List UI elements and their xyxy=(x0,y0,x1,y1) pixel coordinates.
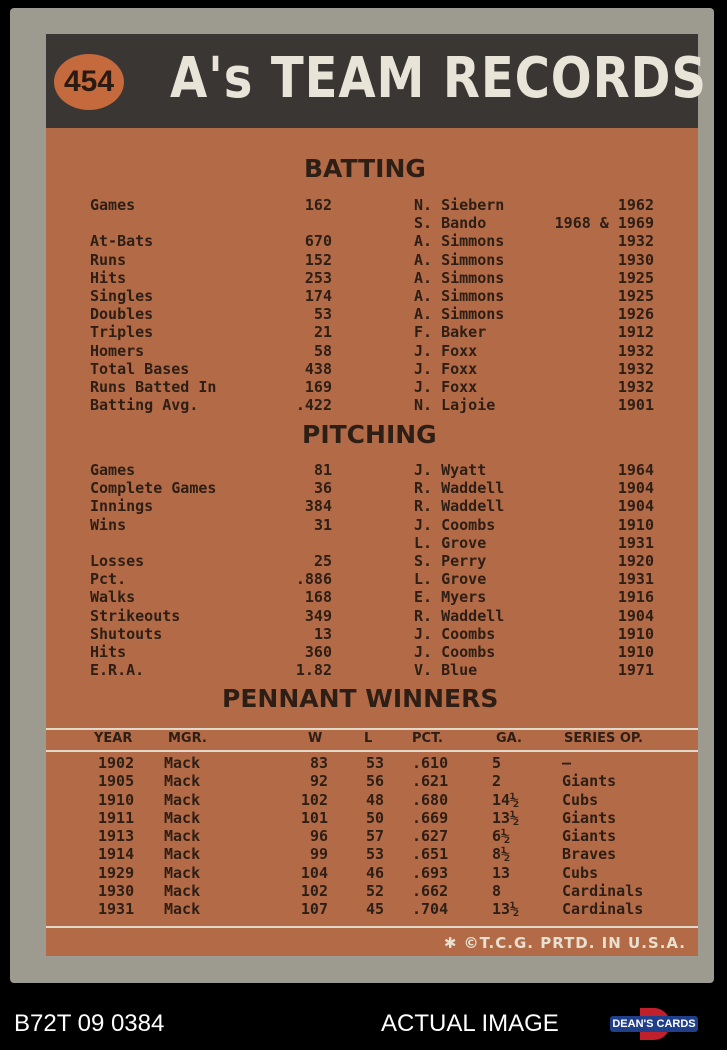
pennant-row xyxy=(46,754,698,772)
col-mgr: MGR. xyxy=(168,731,207,746)
pennant-games-ahead: 13 xyxy=(492,863,511,882)
col-ga: GA. xyxy=(496,731,522,746)
pitching-category: Walks xyxy=(90,588,136,607)
pitching-category: Innings xyxy=(90,497,154,516)
pennant-series-opponent: Giants xyxy=(562,827,617,846)
batting-value: .422 xyxy=(295,396,332,415)
pitching-year: 1910 xyxy=(617,515,654,534)
pitching-year: 1916 xyxy=(617,588,654,607)
pennant-pct: .610 xyxy=(412,754,449,772)
batting-category: Total Bases xyxy=(90,359,190,378)
batting-record-row xyxy=(46,214,698,232)
pennant-year: 1902 xyxy=(98,754,135,772)
batting-holder: A. Simmons xyxy=(414,250,505,269)
pitching-year: 1910 xyxy=(617,624,654,643)
pennant-wins: 92 xyxy=(309,772,328,791)
pennant-games-ahead: 8 xyxy=(492,882,502,901)
pitching-holder: J. Coombs xyxy=(414,515,496,534)
pennant-year: 1931 xyxy=(98,900,135,919)
pitching-category: Pct. xyxy=(90,570,127,589)
pitching-holder: E. Myers xyxy=(414,588,487,607)
col-l: L xyxy=(364,731,373,746)
batting-value: 21 xyxy=(313,323,332,342)
card-header xyxy=(46,34,707,128)
pitching-year: 1920 xyxy=(617,551,654,570)
pitching-record-row xyxy=(46,661,698,679)
pitching-holder: V. Blue xyxy=(414,661,478,680)
pennant-manager: Mack xyxy=(164,900,201,919)
pennant-heading: PENNANT WINNERS xyxy=(222,684,499,713)
pennant-row xyxy=(46,900,698,918)
pennant-row xyxy=(46,809,698,827)
batting-value: 53 xyxy=(313,305,332,324)
pitching-value: 13 xyxy=(313,624,332,643)
card-number-badge: 454 xyxy=(54,54,124,110)
pennant-pct: .662 xyxy=(412,882,449,901)
pitching-category: Hits xyxy=(90,642,127,661)
pitching-holder: L. Grove xyxy=(414,570,487,589)
batting-value: 174 xyxy=(304,286,332,305)
pennant-games-ahead: 2 xyxy=(492,772,502,791)
batting-value: 162 xyxy=(304,196,332,214)
batting-category: Triples xyxy=(90,323,154,342)
pitching-record-row xyxy=(46,625,698,643)
pennant-series-opponent: Cardinals xyxy=(562,882,644,901)
pitching-category: Losses xyxy=(90,551,145,570)
card-title: A's TEAM RECORDS xyxy=(170,46,707,111)
footer-divider xyxy=(46,926,698,928)
batting-holder: A. Simmons xyxy=(414,232,505,251)
pennant-losses: 53 xyxy=(365,754,384,772)
pitching-year: 1971 xyxy=(617,661,654,680)
pitching-record-row xyxy=(46,643,698,661)
batting-year: 1912 xyxy=(617,323,654,342)
pitching-year: 1904 xyxy=(617,497,654,516)
batting-year: 1925 xyxy=(617,268,654,287)
pitching-record-row xyxy=(46,570,698,588)
pennant-pct: .651 xyxy=(412,845,449,864)
pennant-series-opponent: Cardinals xyxy=(562,900,644,919)
pitching-category: Shutouts xyxy=(90,624,163,643)
pennant-year: 1930 xyxy=(98,882,135,901)
pitching-year: 1910 xyxy=(617,642,654,661)
batting-record-row xyxy=(46,323,698,341)
pennant-series-opponent: Cubs xyxy=(562,863,599,882)
pennant-wins: 101 xyxy=(300,808,328,827)
batting-records xyxy=(46,196,698,414)
logo-text: DEAN'S CARDS xyxy=(612,1018,696,1030)
batting-category: Hits xyxy=(90,268,127,287)
batting-year: 1932 xyxy=(617,232,654,251)
batting-holder: S. Bando xyxy=(414,214,487,233)
col-w: W xyxy=(308,731,323,746)
pennant-games-ahead: 14½ xyxy=(492,790,520,809)
batting-category: Singles xyxy=(90,286,154,305)
pitching-holder: R. Waddell xyxy=(414,497,505,516)
pennant-pct: .627 xyxy=(412,827,449,846)
pitching-value: 360 xyxy=(304,642,332,661)
batting-heading: BATTING xyxy=(304,154,426,183)
pitching-year: 1964 xyxy=(617,461,654,479)
batting-record-row xyxy=(46,342,698,360)
batting-holder: F. Baker xyxy=(414,323,487,342)
pitching-record-row xyxy=(46,552,698,570)
pitching-category: Complete Games xyxy=(90,479,217,498)
pennant-row xyxy=(46,791,698,809)
pitching-category: E.R.A. xyxy=(90,661,145,680)
pennant-series-opponent: Braves xyxy=(562,845,617,864)
pennant-wins: 83 xyxy=(309,754,328,772)
pitching-value: 31 xyxy=(313,515,332,534)
batting-category: Runs xyxy=(90,250,127,269)
batting-record-row xyxy=(46,305,698,323)
batting-year: 1962 xyxy=(617,196,654,214)
pitching-value: 168 xyxy=(304,588,332,607)
batting-record-row xyxy=(46,196,698,214)
pennant-losses: 57 xyxy=(365,827,384,846)
pennant-wins: 99 xyxy=(309,845,328,864)
batting-year: 1968 & 1969 xyxy=(554,214,654,233)
pitching-value: 349 xyxy=(304,606,332,625)
pennant-manager: Mack xyxy=(164,790,201,809)
pennant-wins: 96 xyxy=(309,827,328,846)
batting-holder: A. Simmons xyxy=(414,268,505,287)
batting-holder: J. Foxx xyxy=(414,377,478,396)
pennant-losses: 52 xyxy=(365,882,384,901)
pennant-wins: 104 xyxy=(300,863,328,882)
pitching-heading: PITCHING xyxy=(302,420,437,449)
batting-holder: A. Simmons xyxy=(414,286,505,305)
pennant-pct: .680 xyxy=(412,790,449,809)
pennant-year: 1914 xyxy=(98,845,135,864)
batting-record-row xyxy=(46,360,698,378)
pennant-wins: 107 xyxy=(300,900,328,919)
pitching-value: 384 xyxy=(304,497,332,516)
pennant-table-body xyxy=(46,754,698,919)
pitching-year: 1904 xyxy=(617,606,654,625)
pitching-value: .886 xyxy=(295,570,332,589)
pennant-losses: 50 xyxy=(365,808,384,827)
pitching-category: Games xyxy=(90,461,136,479)
pennant-wins: 102 xyxy=(300,882,328,901)
batting-category: Homers xyxy=(90,341,145,360)
pitching-record-row xyxy=(46,607,698,625)
pitching-holder: L. Grove xyxy=(414,533,487,552)
pennant-row xyxy=(46,772,698,790)
batting-category: Batting Avg. xyxy=(90,396,199,415)
pennant-pct: .704 xyxy=(412,900,449,919)
batting-value: 169 xyxy=(304,377,332,396)
pennant-losses: 56 xyxy=(365,772,384,791)
batting-value: 438 xyxy=(304,359,332,378)
batting-value: 58 xyxy=(313,341,332,360)
pitching-records xyxy=(46,461,698,679)
pitching-category: Strikeouts xyxy=(90,606,181,625)
pennant-games-ahead: 5 xyxy=(492,754,502,772)
pitching-holder: R. Waddell xyxy=(414,606,505,625)
pitching-record-row xyxy=(46,497,698,515)
pennant-series-opponent: — xyxy=(562,754,572,772)
pitching-record-row xyxy=(46,588,698,606)
pitching-holder: J. Wyatt xyxy=(414,461,487,479)
pennant-losses: 46 xyxy=(365,863,384,882)
pennant-manager: Mack xyxy=(164,827,201,846)
pitching-year: 1931 xyxy=(617,570,654,589)
pennant-games-ahead: 13½ xyxy=(492,900,520,919)
pennant-year: 1911 xyxy=(98,808,135,827)
pitching-holder: S. Perry xyxy=(414,551,487,570)
actual-image-label: ACTUAL IMAGE xyxy=(381,1010,559,1037)
pennant-games-ahead: 13½ xyxy=(492,808,520,827)
pitching-record-row xyxy=(46,516,698,534)
pennant-losses: 48 xyxy=(365,790,384,809)
pitching-record-row xyxy=(46,461,698,479)
pitching-holder: J. Coombs xyxy=(414,624,496,643)
pennant-row xyxy=(46,882,698,900)
copyright-text: ✱ ©T.C.G. PRTD. IN U.S.A. xyxy=(443,934,686,952)
pennant-row xyxy=(46,864,698,882)
batting-holder: J. Foxx xyxy=(414,341,478,360)
batting-record-row xyxy=(46,232,698,250)
pennant-manager: Mack xyxy=(164,863,201,882)
batting-record-row xyxy=(46,269,698,287)
pennant-games-ahead: 8½ xyxy=(492,845,511,864)
pennant-row xyxy=(46,827,698,845)
pitching-record-row xyxy=(46,479,698,497)
pennant-games-ahead: 6½ xyxy=(492,827,511,846)
batting-value: 152 xyxy=(304,250,332,269)
pitching-year: 1904 xyxy=(617,479,654,498)
col-series: SERIES OP. xyxy=(564,731,643,746)
pitching-category: Wins xyxy=(90,515,127,534)
batting-value: 253 xyxy=(304,268,332,287)
pennant-table-header xyxy=(46,728,698,752)
pennant-losses: 45 xyxy=(365,900,384,919)
pennant-losses: 53 xyxy=(365,845,384,864)
col-pct: PCT. xyxy=(412,731,443,746)
pitching-year: 1931 xyxy=(617,533,654,552)
batting-holder: J. Foxx xyxy=(414,359,478,378)
batting-category: At-Bats xyxy=(90,232,154,251)
pennant-manager: Mack xyxy=(164,754,201,772)
pennant-row xyxy=(46,845,698,863)
pennant-manager: Mack xyxy=(164,882,201,901)
pitching-value: 1.82 xyxy=(295,661,332,680)
batting-holder: A. Simmons xyxy=(414,305,505,324)
batting-holder: N. Lajoie xyxy=(414,396,496,415)
pennant-year: 1929 xyxy=(98,863,135,882)
batting-year: 1932 xyxy=(617,359,654,378)
pennant-manager: Mack xyxy=(164,808,201,827)
batting-record-row xyxy=(46,251,698,269)
batting-record-row xyxy=(46,287,698,305)
pennant-year: 1910 xyxy=(98,790,135,809)
pennant-manager: Mack xyxy=(164,772,201,791)
trading-card-back xyxy=(10,8,714,983)
batting-holder: N. Siebern xyxy=(414,196,505,214)
batting-year: 1901 xyxy=(617,396,654,415)
batting-category: Games xyxy=(90,196,136,214)
pitching-value: 81 xyxy=(313,461,332,479)
batting-category: Doubles xyxy=(90,305,154,324)
pennant-pct: .669 xyxy=(412,808,449,827)
batting-year: 1925 xyxy=(617,286,654,305)
pitching-value: 36 xyxy=(313,479,332,498)
pennant-manager: Mack xyxy=(164,845,201,864)
batting-value: 670 xyxy=(304,232,332,251)
pitching-holder: R. Waddell xyxy=(414,479,505,498)
pitching-holder: J. Coombs xyxy=(414,642,496,661)
pennant-pct: .621 xyxy=(412,772,449,791)
card-panel xyxy=(46,34,707,956)
pennant-wins: 102 xyxy=(300,790,328,809)
batting-category: Runs Batted In xyxy=(90,377,217,396)
batting-year: 1932 xyxy=(617,341,654,360)
batting-record-row xyxy=(46,378,698,396)
batting-record-row xyxy=(46,396,698,414)
pitching-value: 25 xyxy=(313,551,332,570)
batting-year: 1930 xyxy=(617,250,654,269)
deans-cards-logo xyxy=(610,1006,698,1042)
batting-year: 1932 xyxy=(617,377,654,396)
pitching-record-row xyxy=(46,534,698,552)
batting-year: 1926 xyxy=(617,305,654,324)
pennant-year: 1905 xyxy=(98,772,135,791)
pennant-pct: .693 xyxy=(412,863,449,882)
pennant-series-opponent: Giants xyxy=(562,772,617,791)
pennant-series-opponent: Cubs xyxy=(562,790,599,809)
pennant-series-opponent: Giants xyxy=(562,808,617,827)
col-year: YEAR xyxy=(94,731,133,746)
inventory-id: B72T 09 0384 xyxy=(14,1010,165,1037)
pennant-year: 1913 xyxy=(98,827,135,846)
